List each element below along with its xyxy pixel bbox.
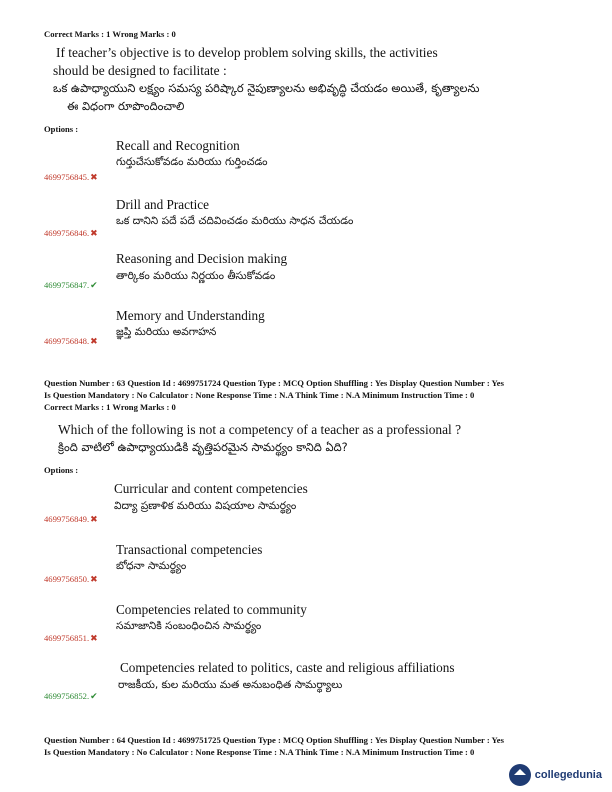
q63-option-3-id: 4699756851.✖	[44, 633, 98, 643]
q63-option-4-id: 4699756852.✔	[44, 691, 98, 701]
q63-option-3-en: Competencies related to community	[116, 602, 307, 617]
q63-option-2-id: 4699756850.✖	[44, 574, 98, 584]
q63-option-1-en: Curricular and content competencies	[114, 481, 308, 496]
q62-option-1-id: 4699756845.✖	[44, 172, 98, 182]
q62-question-en-line1: If teacher’s objective is to develop problem solving skills, the activities	[56, 45, 438, 60]
q62-option-3-te: తార్కికం మరియు నిర్ణయం తీసుకోవడం	[116, 270, 276, 282]
q63-marks: Correct Marks : 1 Wrong Marks : 0	[44, 402, 176, 412]
q62-option-2-id: 4699756846.✖	[44, 228, 98, 238]
q62-option-1-en: Recall and Recognition	[116, 138, 240, 153]
q63-header-line1: Question Number : 63 Question Id : 4699751724 Question Type : MCQ Option Shuffling : Yes Display Question Number : Yes	[44, 378, 504, 388]
cross-icon: ✖	[90, 633, 98, 643]
check-icon: ✔	[90, 691, 98, 701]
q62-option-1-te: గుర్తుచేసుకోవడం మరియు గుర్తించడం	[116, 156, 268, 168]
q62-question-te-line1: ఒక ఉపాధ్యాయుని లక్ష్యం సమస్య పరిష్కార నైపుణ్యాలను అభివృద్ధి చేయడం అయితే, కృత్యాలను	[53, 81, 480, 95]
q63-header-line2: Is Question Mandatory : No Calculator : None Response Time : N.A Think Time : N.A Minimum Instruction Time : 0	[44, 390, 475, 400]
q62-marks: Correct Marks : 1 Wrong Marks : 0	[44, 29, 176, 39]
q62-option-4-id: 4699756848.✖	[44, 336, 98, 346]
q64-header-line1: Question Number : 64 Question Id : 4699751725 Question Type : MCQ Option Shuffling : Yes Display Question Number : Yes	[44, 735, 504, 745]
q62-question-te-line2: ఈ విధంగా రూపొందించాలి	[67, 99, 185, 113]
q63-option-2-te: బోధనా సామర్థ్యం	[116, 560, 187, 572]
q63-option-3-te: సమాజానికి సంబంధించిన సామర్థ్యం	[116, 620, 262, 632]
cross-icon: ✖	[90, 336, 98, 346]
q62-option-3-id: 4699756847.✔	[44, 280, 98, 290]
q63-option-2-en: Transactional competencies	[116, 542, 263, 557]
graduation-cap-icon	[509, 764, 531, 786]
q62-option-2-en: Drill and Practice	[116, 197, 210, 212]
q62-option-2-te: ఒక దానిని పదే పదే చదివించడం మరియు సాధన చేయడం	[116, 215, 354, 227]
q63-option-4-te: రాజకీయ, కుల మరియు మత అనుబంధిత సామర్థ్యాలు	[118, 679, 343, 691]
q64-header-line2: Is Question Mandatory : No Calculator : None Response Time : N.A Think Time : N.A Minimum Instruction Time : 0	[44, 747, 475, 757]
q63-option-4-en: Competencies related to politics, caste and religious affiliations	[120, 660, 455, 675]
collegedunia-logo	[509, 764, 602, 786]
check-icon: ✔	[90, 280, 98, 290]
q62-option-4-te: జ్ఞప్తి మరియు అవగాహన	[116, 326, 217, 338]
cross-icon: ✖	[90, 574, 98, 584]
q62-options-label: Options :	[44, 124, 79, 134]
q63-option-1-te: విద్యా ప్రణాళిక మరియు విషయాల సామర్థ్యం	[114, 500, 297, 512]
q62-option-3-en: Reasoning and Decision making	[116, 251, 288, 266]
q63-option-1-id: 4699756849.✖	[44, 514, 98, 524]
cross-icon: ✖	[90, 172, 98, 182]
q62-question-en-line2: should be designed to facilitate :	[53, 63, 227, 78]
logo-text: collegedunia	[534, 769, 602, 781]
q63-options-label: Options :	[44, 465, 79, 475]
q63-question-en: Which of the following is not a competency of a teacher as a professional ?	[58, 422, 462, 437]
cross-icon: ✖	[90, 228, 98, 238]
q63-question-te: క్రింది వాటిలో ఉపాధ్యాయుడికి వృత్తిపరమైన సామర్థ్యం కానిది ఏది?	[58, 440, 348, 454]
cross-icon: ✖	[90, 514, 98, 524]
q62-option-4-en: Memory and Understanding	[116, 308, 265, 323]
